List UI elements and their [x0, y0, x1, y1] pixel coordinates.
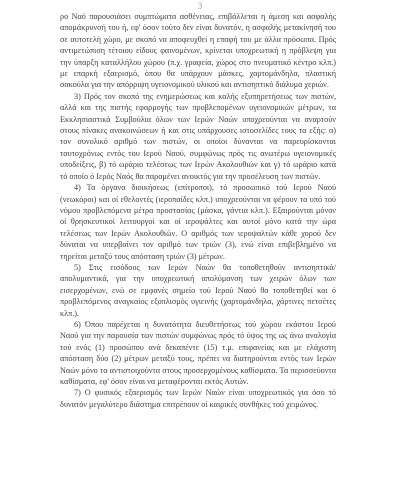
paragraph-item-6: 6) Όπου παρέχεται η δυνατότητα διευθετήσεως τού χώρου εκάστου Ιερού Ναού για την παρουσία των πιστών συμφώνως πρός τό ύψος της ως άνω αναλογία τού ενός (1) προσώπου ανά δεκαπέντε (15) τ.μ. επιφανείας και με ελάχιστη απόσταση δύο (2) μέτρων μεταξύ τους, πρέπει να διατηρούνται εντός των Ιερών Ναών μόνο τα αντιστοιχούντα στους προσερχομένους καθίσματα. Τα περισσεύοντα καθίσματα, εφ' όσον είναι να μεταφέρονται εκτός Αυτών. — [60, 319, 336, 386]
paragraph-item-3: 3) Πρός τον σκοπό της ενημερώσεως και καλής εξυπηρετήσεως των πιστών, αλλά και της πιστής εφαρμογής των προβλεπομένων υγειονομικών μέτρων, τα Εκκλησιαστικά Συμβούλια όλων των Ιερών Ναών υποχρεούνται να αναρτούν στους πίνακες ανακοινώσεων ή και στις υπάρχουσες ιστοσελίδες τους τα εξής: α) τον συνολικό αριθμό των πιστών, οι οποίοι δύνανται να παρευρίσκονται ταυτοχρόνως εντός του Ιερού Ναού, συμφώνως πρός τις ανωτέρω υγειονομικές υποδείξεις, β) τό ωράριο τελέσεως των Ιερών Ακολουθιών και γ) τό ωράριο κατά τό οποίο ό Ιερός Ναός θα παραμένει ανοικτός για την προσέλευση των πιστών. — [60, 91, 336, 181]
document-body — [60, 11, 336, 410]
paragraph-continued: ρο Ναό παρουσιάσει συμπτώματα ασθένειας, επιβάλλεται η άμεση και ασφαλής απομάκρυνσή του ή, εφ' όσον τούτο δεν είναι δυνατόν, η ασφαλής μετακίνησή του σε αυτοτελή χώρο, με σκοπό να αποφευχθεί η επαφή του με άλλα πρόσωπα. Πρός αντιμετώπιση τέτοιου είδους φαινομένων, κρίνεται υποχρεωτική η πρόβλεψη για την ύπαρξη καταλλήλου χώρου (π.χ. γραφεία, χώρος στο πνευματικό κέντρο κλπ.) με επαρκή εξαερισμό, όπου θα υπάρχουν μάσκες, χαρτομάνδηλα, πλαστική σακούλα για την απόρριψη υγειονομικού υλικού και αντισηπτικό διάλυμα χεριών. — [60, 12, 336, 90]
paragraph-item-4: 4) Τα όργανα διοικήσεως (επίτροποι), τό προσωπικό τού Ιερού Ναού (νεωκόροι) και οί εθελοντές (ιεροπαίδες κλπ.) υποχρεούνται να φέρουν τα υπό τού νόμου προβλεπόμενα μέτρα προστασίας (μάσκα, γάντια κλπ.). Εξαιρούνται μόνον οί θρησκευτικοί λειτουργοί και οί ιεροψάλτες και αυτοί μόνο κατά την ώρα τελέσεως των Ιερών Ακολουθιών. Ο αριθμός των ιεροψαλτών κάθε χορού δεν δύναται να υπερβαίνει τον αριθμό των τριών (3), ενώ είναι επιβεβλημένο να τηρείται μεταξύ τους απόσταση τριών (3) μέτρων. — [60, 183, 336, 261]
paragraph-item-7: 7) Ο φυσικός εξαερισμός των Ιερών Ναών είναι υποχρεωτικός για όσο τό δυνατόν μεγαλύτερο διάστημα επιτρέπουν οί καιρικές συνθήκες τού χειμώνος. — [60, 388, 336, 409]
paragraph-item-5: 5) Στις εισόδους των Ιερών Ναών θα τοποθετηθούν αντισηπτικά/απολυμαντικά, για την υποχρεωτική απολύμανση των χειρών όλων των εισερχομένων, ενώ σε εμφανές σημείο τού Ιερού Ναού θα τοποθετηθεί και ό προβλεπόμενος αναγκαίος εξοπλισμός υγιεινής (χαρτομάνδηλα, χάρτινες πετσέτες κλπ.). — [60, 262, 336, 318]
page-number: 3 — [197, 1, 203, 11]
